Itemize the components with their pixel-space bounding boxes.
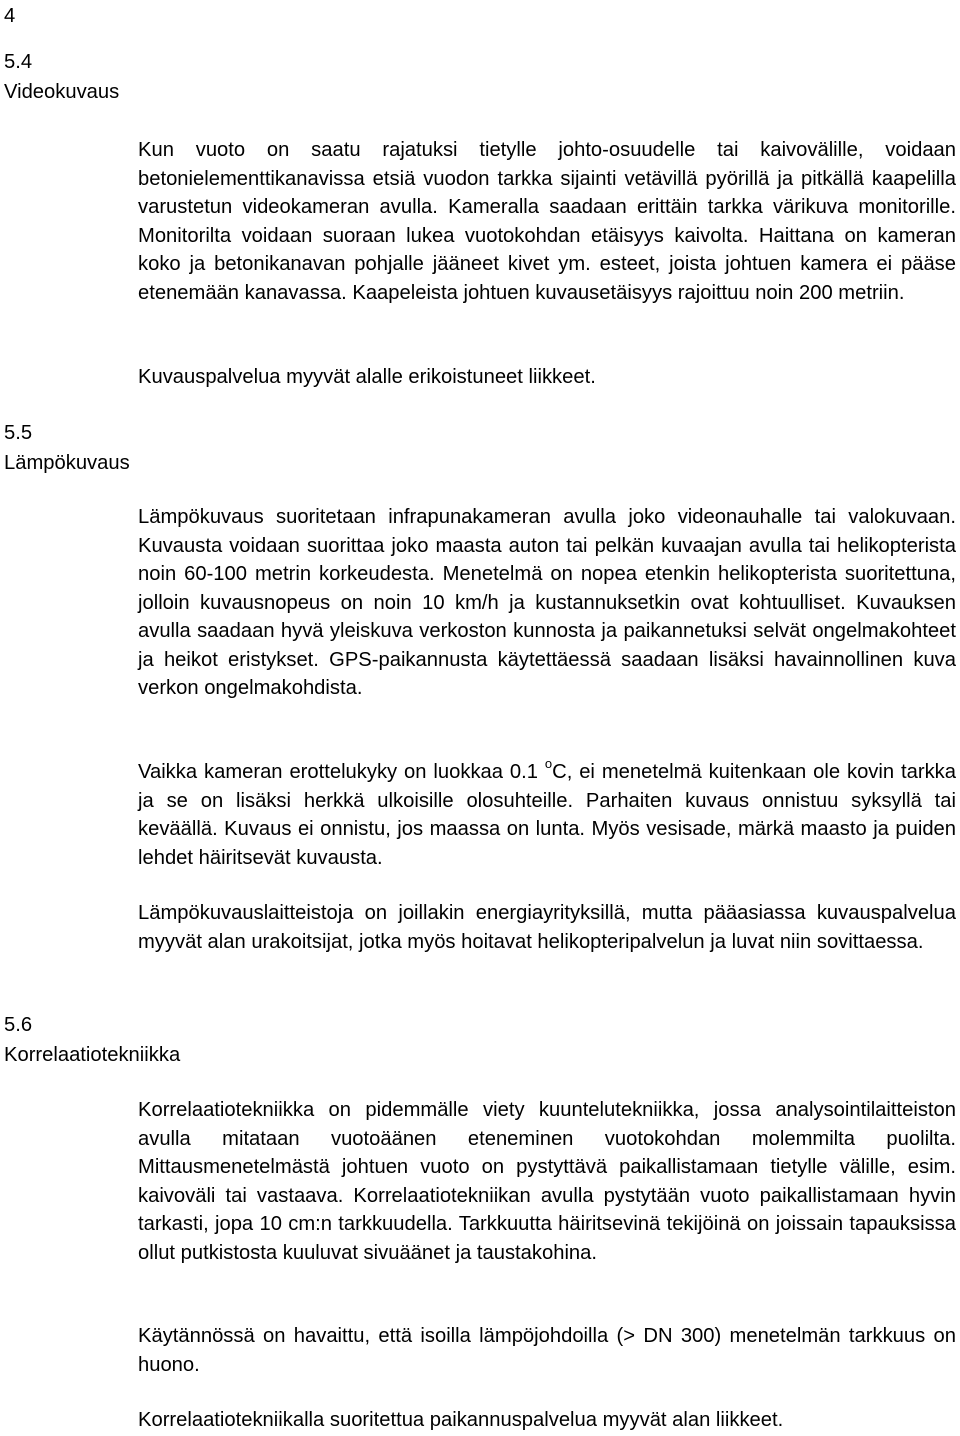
paragraph-thermal-2-start: Vaikka kameran erottelukyky on luokkaa 0.1	[138, 761, 545, 783]
paragraph-video-1: Kun vuoto on saatu rajatuksi tietylle johto-osuudelle tai kaivovälille, voidaan betonielementtikanavissa etsiä vuodon tarkka sijainti vetävillä pyörillä ja pitkällä kaapelilla varustetun videokameran avulla. Kameralla saadaan erittäin tarkka värikuva monitorille. Monitorilta voidaan suoraan lukea vuotokohdan etäisyys kaivolta. Haittana on kameran koko ja betonikanavan pohjalle jääneet kivet ym. esteet, joista johtuen kamera ei pääse etenemään kanavassa. Kaapeleista johtuen kuvausetäisyys rajoittuu noin 200 metriin.	[138, 139, 956, 304]
paragraph-corr-1: Korrelaatiotekniikka on pidemmälle viety kuuntelutekniikka, jossa analysointilaitteiston avulla mitataan vuotoäänen eteneminen vuotokohdan molemmilta puolilta. Mittausmenetelmästä johtuen vuoto on pystyttävä paikallistamaan tietylle välille, esim. kaivoväli tai vastaava. Korrelaatiotekniikan avulla pystytään vuoto paikallistamaan hyvin tarkasti, jopa 10 cm:n tarkkuudella. Tarkkuutta häiritsevinä tekijöinä on joissain tapauksissa ollut putkistosta kuuluvat sivuäänet ja taustakohina.	[138, 1099, 956, 1264]
section-heading-5-6	[4, 1010, 180, 1070]
paragraph-thermal-2	[138, 758, 956, 872]
section-title: Korrelaatiotekniikka	[4, 1044, 181, 1066]
section-heading-5-5	[4, 418, 130, 478]
section-title: Lämpökuvaus	[4, 452, 130, 474]
section-number: 5.5	[4, 422, 33, 444]
page-number: 4	[4, 5, 16, 27]
paragraph-thermal-2-end: C, ei menetelmä kuitenkaan ole kovin tarkka ja se on lisäksi herkkä ulkoisille olosuhteille. Parhaiten kuvaus onnistuu syksyllä tai keväällä. Kuvaus ei onnistu, jos maassa on lunta. Myös vesisade, märkä maasto ja puiden lehdet häiritsevät kuvausta.	[138, 761, 956, 869]
section-number: 5.6	[4, 1014, 33, 1036]
paragraph-thermal-3: Lämpökuvauslaitteistoja on joillakin energiayrityksillä, mutta pääasiassa kuvauspalvelua myyvät alan urakoitsijat, jotka myös hoitavat helikopteripalvelun ja luvat niin sovittaessa.	[138, 902, 956, 953]
section-title: Videokuvaus	[4, 81, 120, 103]
paragraph-corr-2: Käytännössä on havaittu, että isoilla lämpöjohdoilla (> DN 300) menetelmän tarkkuus on huono.	[138, 1325, 956, 1376]
paragraph-corr-3: Korrelaatiotekniikalla suoritettua paikannuspalvelua myyvät alan liikkeet.	[138, 1409, 784, 1431]
section-heading-5-4	[4, 47, 119, 107]
paragraph-video-2: Kuvauspalvelua myyvät alalle erikoistuneet liikkeet.	[138, 366, 596, 388]
section-number: 5.4	[4, 51, 33, 73]
degree-symbol: o	[544, 756, 553, 772]
paragraph-thermal-1: Lämpökuvaus suoritetaan infrapunakameran avulla joko videonauhalle tai valokuvaan. Kuvausta voidaan suorittaa joko maasta auton tai pelkän kuvaajan avulla tai helikopterista noin 60-100 metrin korkeudesta. Menetelmä on nopea etenkin helikopterista suoritettuna, jolloin kuvausnopeus on noin 10 km/h ja kustannuksetkin ovat kohtuulliset. Kuvauksen avulla saadaan hyvä yleiskuva verkoston kunnosta ja paikannetuksi selvät ongelmakohteet ja heikot eristykset. GPS-paikannusta käytettäessä saadaan lisäksi havainnollinen kuva verkon ongelmakohdista.	[138, 506, 956, 699]
